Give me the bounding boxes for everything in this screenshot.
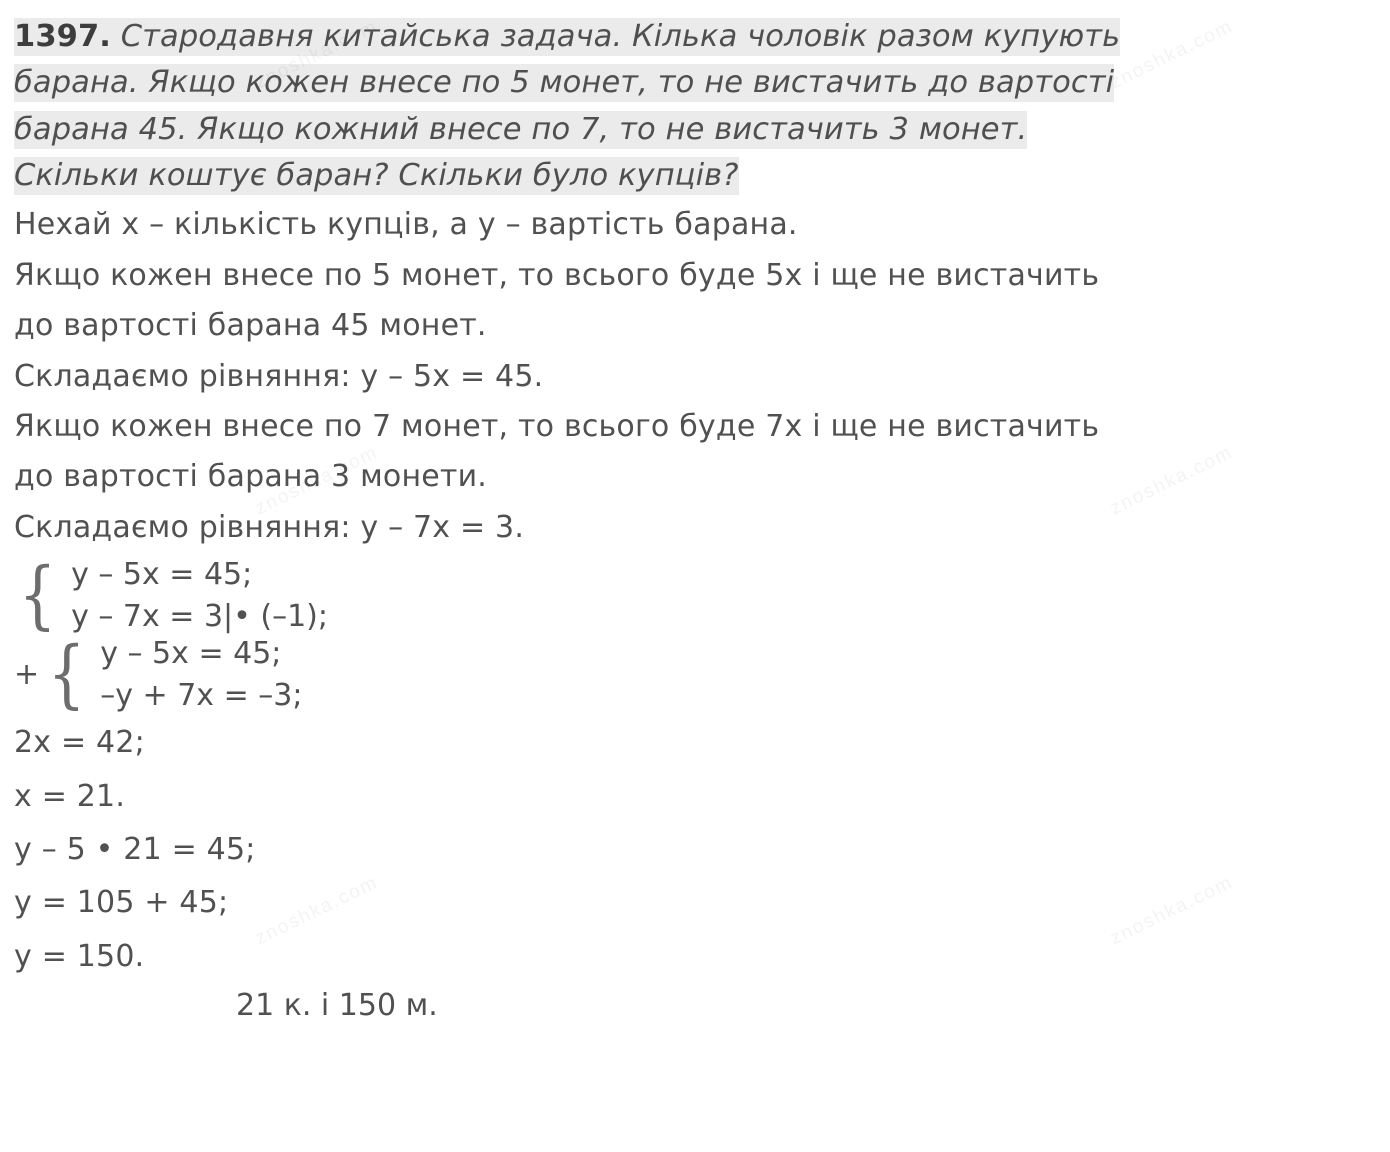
tail-line: y = 105 + 45;: [14, 885, 229, 921]
equation-system-1: [14, 552, 1368, 639]
brace-symbol: {: [47, 631, 86, 718]
solution-line: Якщо кожен внесе по 5 монет, то всього буде 5x і ще не вистачить: [14, 257, 1100, 293]
system-1-row-1: y – 5x = 45;: [71, 557, 253, 593]
solution-line: до вартості барана 45 монет.: [14, 308, 487, 344]
solution-tail: [14, 719, 1368, 980]
system-2-row-1: y – 5x = 45;: [100, 636, 282, 672]
solution-line: Складаємо рівняння: y – 7x = 3.: [14, 509, 525, 545]
plus-operator: +: [14, 656, 40, 692]
statement-line-2: барана. Якщо кожен внесе по 5 монет, то не вистачить до вартості: [14, 65, 1115, 101]
final-answer: 21 к. і 150 м.: [236, 988, 438, 1024]
problem-statement: [14, 14, 1368, 199]
tail-line: y – 5 • 21 = 45;: [14, 831, 256, 867]
problem-number: 1397.: [14, 19, 111, 54]
system-1-row-2: y – 7x = 3|• (–1);: [71, 599, 328, 635]
solution-line: Нехай x – кількість купців, а y – вартість барана.: [14, 207, 798, 243]
solution-line: Складаємо рівняння: y – 5x = 45.: [14, 358, 544, 394]
statement-line-1: Стародавня китайська задача. Кілька чоловік разом купують: [120, 19, 1121, 54]
statement-line-4: Скільки коштує баран? Скільки було купців?: [14, 158, 739, 194]
solution-line: Якщо кожен внесе по 7 монет, то всього буде 7x і ще не вистачить: [14, 409, 1100, 444]
system-2-row-2: –y + 7x = –3;: [100, 678, 303, 714]
equation-system-2: [14, 631, 1368, 718]
tail-line: y = 150.: [14, 938, 145, 974]
brace-symbol: {: [18, 552, 57, 639]
statement-line-3: барана 45. Якщо кожний внесе по 7, то не вистачить 3 монет.: [14, 111, 1028, 147]
solution-line: до вартості барана 3 монети.: [14, 459, 488, 495]
tail-line: x = 21.: [14, 778, 126, 814]
tail-line: 2x = 42;: [14, 725, 145, 761]
solution-body: [14, 201, 1368, 551]
